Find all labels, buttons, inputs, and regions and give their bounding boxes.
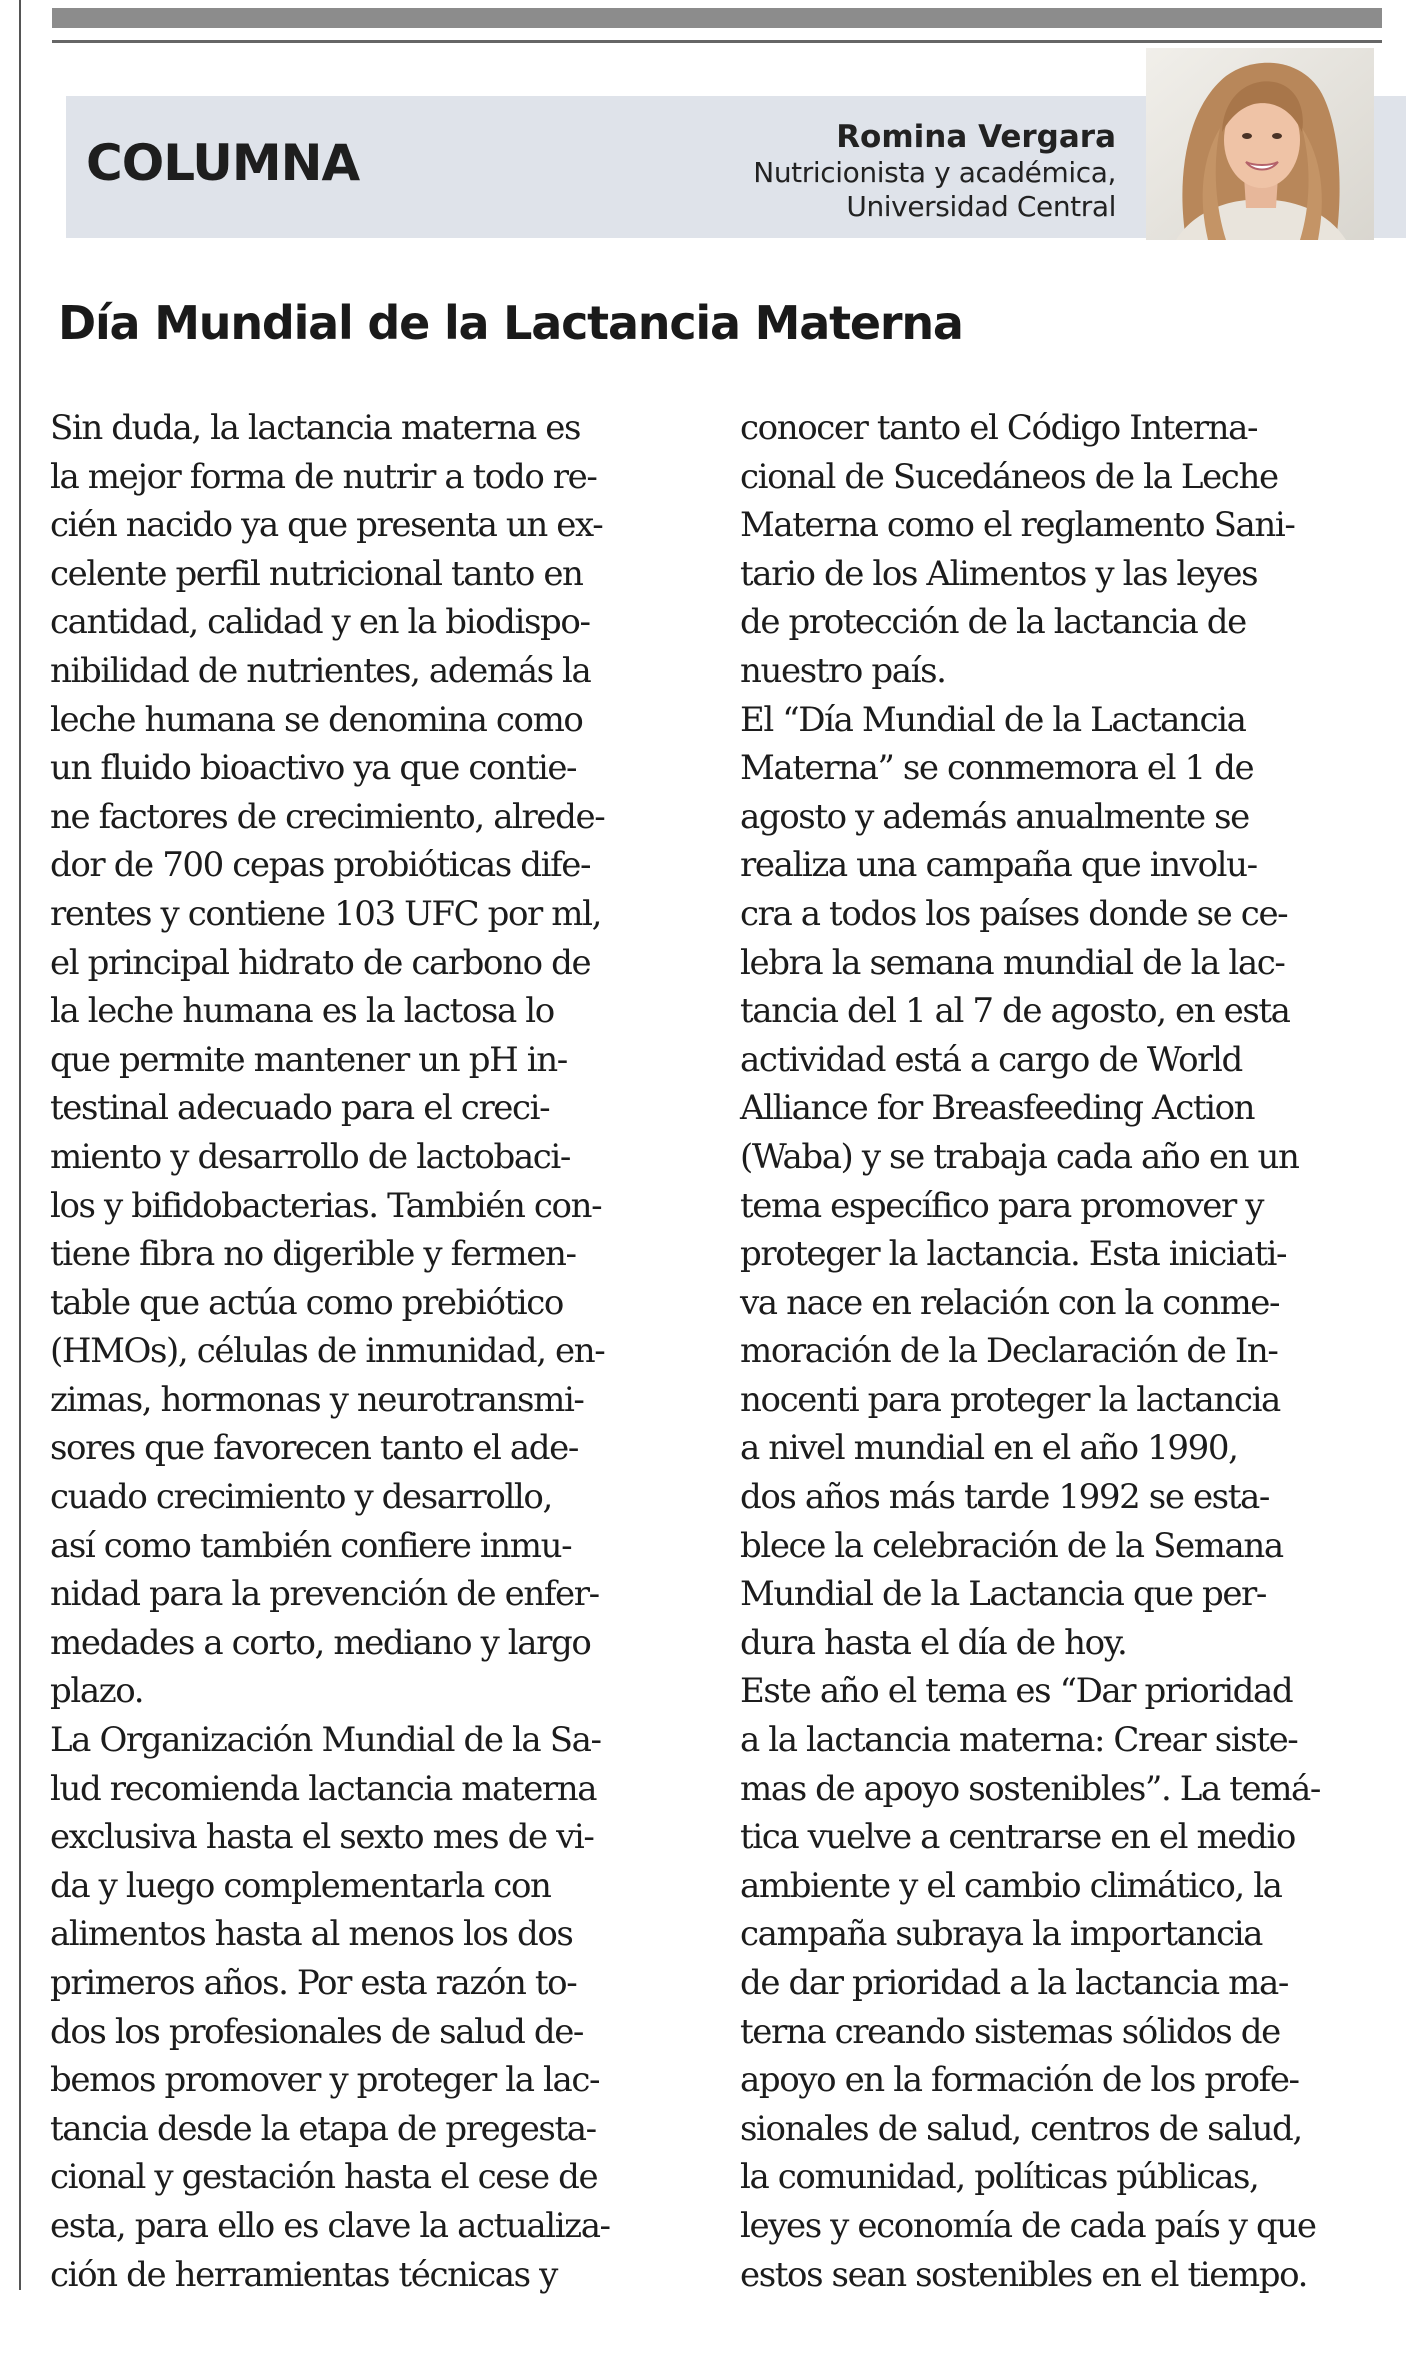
body-text-line: da y luego complementarla con xyxy=(50,1865,551,1906)
body-text-line: esta, para ello es clave la actualiza- xyxy=(50,2205,610,2246)
body-text-line: un fluido bioactivo ya que contie- xyxy=(50,748,577,789)
body-text-line: nocenti para proteger la lactancia xyxy=(740,1379,1280,1420)
body-text-line: que permite mantener un pH in- xyxy=(50,1039,567,1080)
body-text-line: moración de la Declaración de In- xyxy=(740,1331,1278,1372)
left-margin-rule xyxy=(19,0,21,2290)
body-text-line: Mundial de la Lactancia que per- xyxy=(740,1574,1266,1615)
author-portrait-image xyxy=(1146,48,1374,240)
author-name: Romina Vergara xyxy=(836,119,1116,155)
body-text-line: estos sean sostenibles en el tiempo. xyxy=(740,2254,1308,2295)
body-text-line: de protección de la lactancia de xyxy=(740,602,1246,643)
body-text-line: Este año el tema es “Dar prioridad xyxy=(740,1671,1293,1712)
top-divider-rule xyxy=(52,40,1382,43)
body-text-line: conocer tanto el Código Interna- xyxy=(740,408,1258,448)
body-text-line: dos los profesionales de salud de- xyxy=(50,2011,584,2052)
body-text-line: actividad está a cargo de World xyxy=(740,1039,1242,1080)
body-text-line: Materna como el reglamento Sani- xyxy=(740,505,1295,546)
author-role: Nutricionista y académica, xyxy=(753,156,1116,189)
body-text-line: tancia del 1 al 7 de agosto, en esta xyxy=(740,991,1290,1032)
body-text-line: leyes y economía de cada país y que xyxy=(740,2205,1316,2246)
body-text-line: sores que favorecen tanto el ade- xyxy=(50,1428,578,1469)
body-text-line: campaña subraya la importancia xyxy=(740,1914,1263,1955)
body-text-line: plazo. xyxy=(50,1671,144,1712)
body-text-line: rentes y contiene 103 UFC por ml, xyxy=(50,893,602,934)
body-column-left xyxy=(50,404,690,2299)
body-text-line: miento y desarrollo de lactobaci- xyxy=(50,1136,570,1177)
body-text-line: primeros años. Por esta razón to- xyxy=(50,1963,577,2003)
body-text-line: cra a todos los países donde se ce- xyxy=(740,893,1288,934)
body-text-line: table que actúa como prebiótico xyxy=(50,1282,563,1323)
body-text-line: dura hasta el día de hoy. xyxy=(740,1622,1127,1663)
body-text-line: blece la celebración de la Semana xyxy=(740,1525,1283,1566)
body-text-line: medades a corto, mediano y largo xyxy=(50,1622,591,1663)
body-text-line: testinal adecuado para el creci- xyxy=(50,1088,550,1129)
body-text-line: nibilidad de nutrientes, además la xyxy=(50,650,591,691)
body-text-line: Sin duda, la lactancia materna es xyxy=(50,408,581,448)
body-text-line: Alliance for Breasfeeding Action xyxy=(740,1088,1255,1129)
body-text-line: la leche humana es la lactosa lo xyxy=(50,991,554,1032)
body-text-line: nuestro país. xyxy=(740,650,946,691)
body-text-line: tema específico para promover y xyxy=(740,1185,1264,1226)
body-text-line: nidad para la prevención de enfer- xyxy=(50,1574,599,1615)
body-text-line: bemos promover y proteger la lac- xyxy=(50,2060,600,2101)
body-text-line: va nace en relación con la conme- xyxy=(740,1282,1280,1323)
body-text-line: cién nacido ya que presenta un ex- xyxy=(50,505,603,546)
body-text-line: cuado crecimiento y desarrollo, xyxy=(50,1477,552,1518)
body-text-line: apoyo en la formación de los profe- xyxy=(740,2060,1299,2101)
body-text-line: ne factores de crecimiento, alrede- xyxy=(50,796,605,837)
body-text-line: lud recomienda lactancia materna xyxy=(50,1768,597,1809)
body-text-line: a nivel mundial en el año 1990, xyxy=(740,1428,1238,1469)
body-text-line: de dar prioridad a la lactancia ma- xyxy=(740,1963,1288,2003)
body-text-line: sionales de salud, centros de salud, xyxy=(740,2108,1302,2149)
body-text-line: exclusiva hasta el sexto mes de vi- xyxy=(50,1817,594,1858)
body-text-line: ción de herramientas técnicas y xyxy=(50,2254,557,2295)
body-text-line: lebra la semana mundial de la lac- xyxy=(740,942,1285,983)
author-byline xyxy=(753,118,1116,224)
body-text-line: la mejor forma de nutrir a todo re- xyxy=(50,456,597,497)
body-text-line: proteger la lactancia. Esta iniciati- xyxy=(740,1234,1287,1275)
body-text-line: los y bifidobacterias. También con- xyxy=(50,1185,602,1226)
body-column-right xyxy=(740,404,1380,2299)
body-text-line: alimentos hasta al menos los dos xyxy=(50,1914,573,1955)
body-text-line: El “Día Mundial de la Lactancia xyxy=(740,699,1246,740)
body-text-line: dos años más tarde 1992 se esta- xyxy=(740,1477,1269,1518)
body-text-line: realiza una campaña que involu- xyxy=(740,845,1257,886)
author-affiliation: Universidad Central xyxy=(846,190,1116,223)
body-text-line: agosto y además anualmente se xyxy=(740,796,1249,837)
body-text-line: tancia desde la etapa de pregesta- xyxy=(50,2108,596,2149)
body-text-line: dor de 700 cepas probióticas dife- xyxy=(50,845,591,886)
body-text-line: Materna” se conmemora el 1 de xyxy=(740,748,1254,789)
top-gray-bar xyxy=(52,8,1382,28)
body-text-line: zimas, hormonas y neurotransmi- xyxy=(50,1379,584,1420)
body-text-line: la comunidad, políticas públicas, xyxy=(740,2157,1259,2198)
body-text-line: mas de apoyo sostenibles”. La temá- xyxy=(740,1768,1321,1809)
body-text-line: cional de Sucedáneos de la Leche xyxy=(740,456,1278,497)
body-text-line: celente perfil nutricional tanto en xyxy=(50,553,583,594)
body-text-line: el principal hidrato de carbono de xyxy=(50,942,591,983)
article-headline: Día Mundial de la Lactancia Materna xyxy=(58,296,963,350)
body-text-line: cional y gestación hasta el cese de xyxy=(50,2157,598,2198)
body-text-line: terna creando sistemas sólidos de xyxy=(740,2011,1280,2052)
body-text-line: (Waba) y se trabaja cada año en un xyxy=(740,1136,1299,1177)
body-text-line: tario de los Alimentos y las leyes xyxy=(740,553,1258,594)
author-photo xyxy=(1146,48,1374,240)
body-text-line: leche humana se denomina como xyxy=(50,699,583,740)
body-text-line: La Organización Mundial de la Sa- xyxy=(50,1720,601,1761)
section-label: COLUMNA xyxy=(86,134,360,192)
body-text-line: a la lactancia materna: Crear siste- xyxy=(740,1720,1298,1761)
body-text-line: tiene fibra no digerible y fermen- xyxy=(50,1234,576,1275)
body-text-line: tica vuelve a centrarse en el medio xyxy=(740,1817,1295,1858)
body-text-line: cantidad, calidad y en la biodispo- xyxy=(50,602,590,643)
body-text-line: así como también confiere inmu- xyxy=(50,1525,572,1566)
body-text-line: (HMOs), células de inmunidad, en- xyxy=(50,1331,605,1372)
body-text-line: ambiente y el cambio climático, la xyxy=(740,1865,1282,1906)
